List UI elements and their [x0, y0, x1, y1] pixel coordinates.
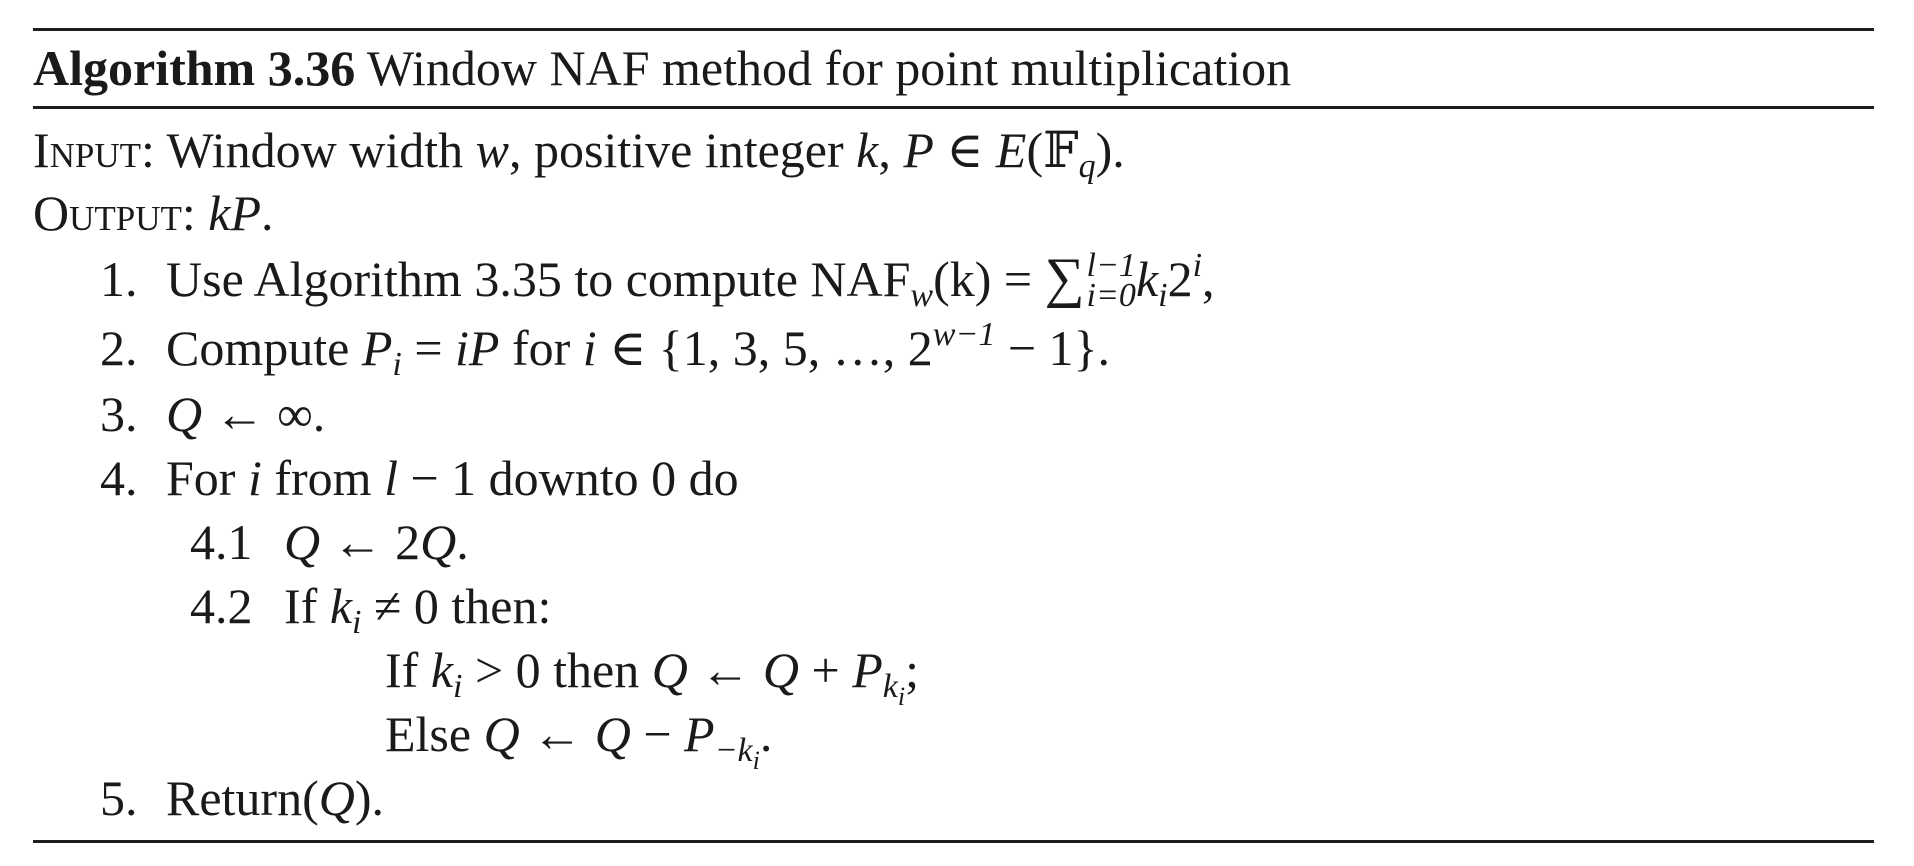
substep-number: 4.1	[190, 514, 253, 570]
step-text: Use Algorithm 3.35 to compute NAF	[166, 251, 911, 307]
k-sub-i: i	[352, 604, 362, 641]
assign-infinity: ← ∞.	[202, 386, 326, 442]
paren-close: ).	[1095, 122, 1125, 178]
set-end: − 1}.	[995, 320, 1111, 376]
naf-sub-w: w	[910, 277, 934, 314]
var-iP: iP	[455, 320, 500, 376]
algorithm-title	[33, 38, 1291, 98]
step-3	[100, 384, 325, 444]
input-text: : Window width	[141, 122, 476, 178]
step-text: Compute	[166, 320, 362, 376]
branch-end: .	[759, 706, 773, 762]
step-5	[100, 768, 384, 828]
var-k: k	[430, 642, 454, 698]
var-i: i	[247, 450, 262, 506]
minus: −	[630, 706, 685, 762]
step-number: 2.	[100, 320, 138, 376]
term-2-sup: i	[1192, 247, 1203, 284]
substep-number: 4.2	[190, 578, 253, 634]
for-text: For	[166, 450, 248, 506]
bottom-rule	[33, 840, 1874, 843]
else-text: Else	[385, 706, 484, 762]
sum-symbol: ∑	[1044, 247, 1085, 309]
exponent: w−1	[932, 316, 996, 353]
substep-4-1	[190, 512, 469, 572]
branch-else	[385, 704, 773, 775]
var-Q: Q	[284, 514, 321, 570]
step-end: ,	[1202, 251, 1215, 307]
step-number: 4.	[100, 450, 138, 506]
for-text: for	[499, 320, 583, 376]
P-sub-k-sub-i: i	[897, 682, 906, 711]
var-w: w	[475, 122, 509, 178]
element-of: ∈	[933, 122, 996, 178]
equals: =	[401, 320, 456, 376]
algorithm-name: Window NAF method for point multiplication	[366, 40, 1292, 96]
substep-4-2	[190, 576, 552, 641]
output-end: .	[261, 185, 274, 241]
plus: +	[798, 642, 853, 698]
var-P: P	[852, 642, 883, 698]
var-P: P	[361, 320, 393, 376]
from-text: from	[261, 450, 385, 506]
var-E: E	[995, 122, 1027, 178]
input-label: Input	[33, 122, 142, 178]
assign-arrow: ←	[519, 706, 595, 762]
term-k-sub: i	[1158, 277, 1168, 314]
var-Q: Q	[318, 770, 355, 826]
var-P: P	[903, 122, 934, 178]
var-Q: Q	[651, 642, 688, 698]
assign-double: ← 2	[320, 514, 421, 570]
var-P: P	[684, 706, 715, 762]
step-1	[100, 248, 1215, 315]
var-k: k	[329, 578, 353, 634]
var-Q: Q	[166, 386, 203, 442]
equals: =	[991, 251, 1045, 307]
step-number: 1.	[100, 251, 138, 307]
step-4	[100, 448, 739, 508]
sum-lower: i=0	[1086, 276, 1136, 314]
algorithm-number: Algorithm 3.36	[33, 40, 356, 96]
output-colon: :	[181, 185, 209, 241]
output-value: kP	[208, 185, 262, 241]
sum-upper: l−1	[1086, 246, 1136, 284]
input-line	[33, 120, 1125, 185]
P-sub-i: i	[392, 346, 402, 383]
condition: > 0 then	[462, 642, 652, 698]
field-q: q	[1078, 148, 1096, 185]
sum-limits	[1086, 246, 1136, 314]
step-number: 3.	[100, 386, 138, 442]
output-label: Output	[33, 185, 182, 241]
return-text: Return(	[166, 770, 319, 826]
top-rule	[33, 28, 1874, 31]
input-text-mid: , positive integer	[508, 122, 857, 178]
term-2: 2	[1167, 251, 1193, 307]
sep: ,	[878, 122, 904, 178]
if-text: If	[385, 642, 431, 698]
set-text: ∈ {1, 3, 5, …, 2	[596, 320, 933, 376]
condition-rest: ≠ 0 then:	[361, 578, 552, 634]
var-k: k	[856, 122, 879, 178]
var-Q: Q	[594, 706, 631, 762]
step-number: 5.	[100, 770, 138, 826]
naf-arg: (k)	[933, 251, 992, 307]
var-Q: Q	[420, 514, 457, 570]
term-k: k	[1135, 251, 1159, 307]
if-text: If	[284, 578, 330, 634]
var-Q: Q	[762, 642, 799, 698]
header-rule	[33, 106, 1874, 109]
branch-if	[385, 640, 919, 711]
P-sub-k-sub-i: i	[752, 746, 760, 775]
P-sub-minus-k: −k	[714, 732, 753, 769]
return-end: ).	[354, 770, 384, 826]
loop-rest: − 1 downto 0 do	[397, 450, 739, 506]
field-F: 𝔽	[1043, 121, 1079, 179]
var-i: i	[582, 320, 597, 376]
k-sub-i: i	[453, 668, 463, 705]
output-line	[33, 183, 274, 243]
var-Q: Q	[483, 706, 520, 762]
P-sub-k: k	[882, 668, 898, 705]
step-2	[100, 316, 1111, 383]
branch-end: ;	[905, 642, 919, 698]
var-l: l	[384, 450, 398, 506]
substep-end: .	[456, 514, 469, 570]
paren-open: (	[1026, 122, 1044, 178]
assign-arrow: ←	[687, 642, 763, 698]
